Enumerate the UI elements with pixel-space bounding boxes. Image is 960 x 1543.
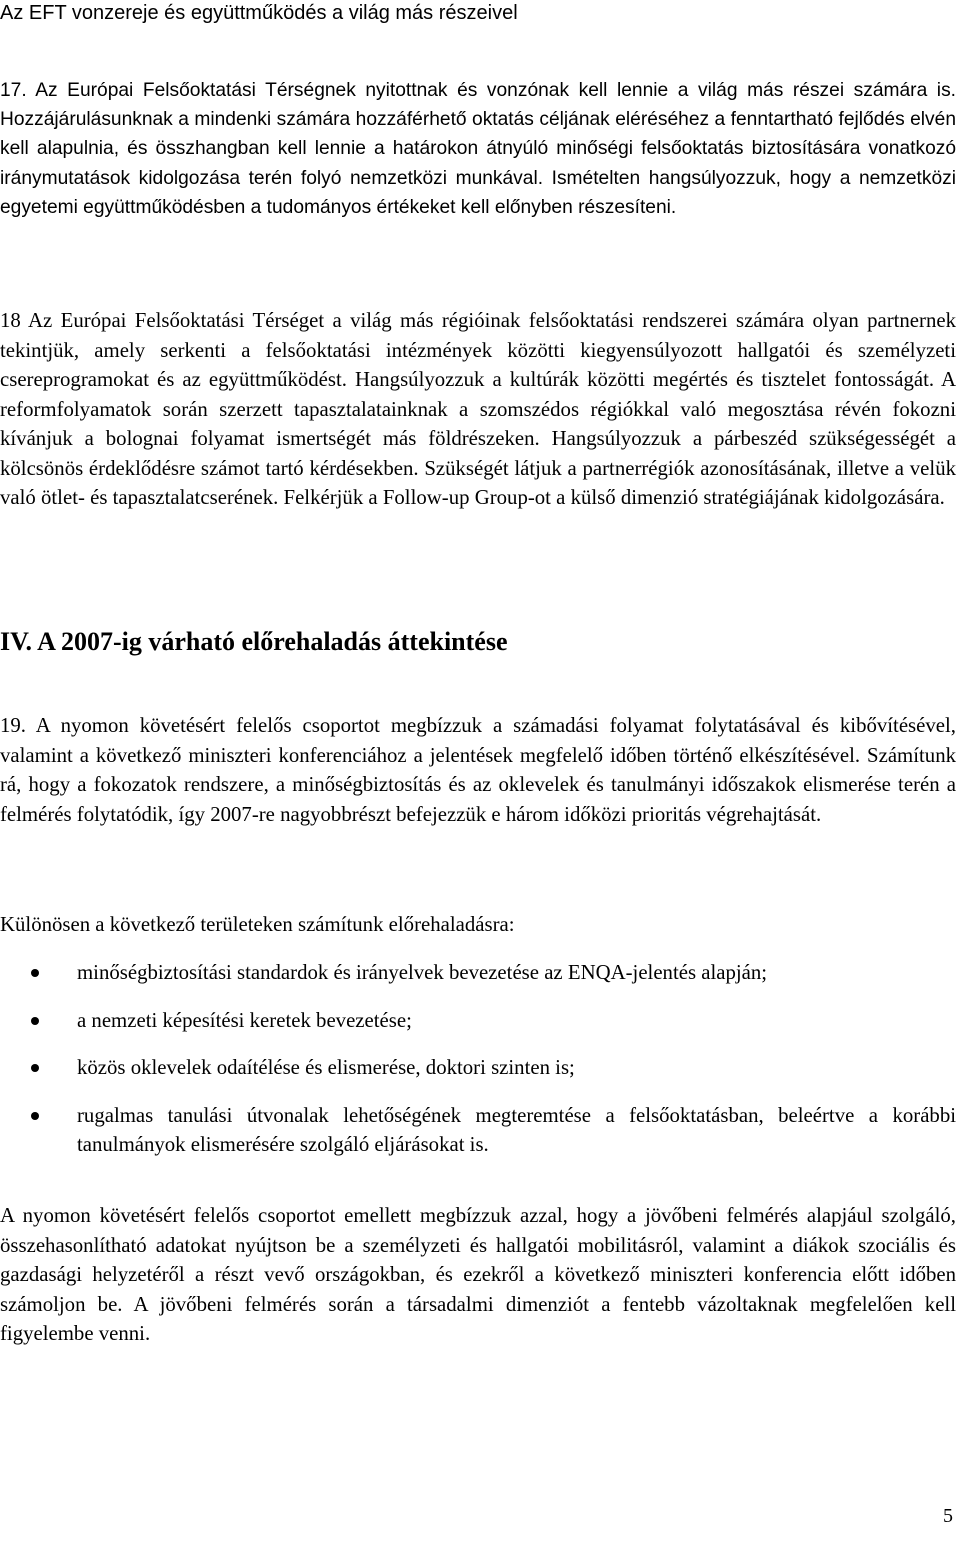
bullet-text: minőségbiztosítási standardok és irányelvek bevezetése az ENQA-jelentés alapján; — [77, 961, 768, 984]
bullet-dot — [31, 1112, 39, 1120]
list-item — [0, 1006, 956, 1036]
bullet-dot — [31, 1064, 39, 1072]
bullet-dot — [31, 969, 39, 977]
paragraph-final: A nyomon követésért felelős csoportot emellett megbízzuk azzal, hogy a jövőbeni felmérés alapjául szolgáló, összehasonlítható adatokat nyújtson be a személyzeti és hallgatói mobilitásról, valamint a diákok szociális és gazdasági helyzetéről a részt vevő országokban, és ezekről a következő miniszteri konferencia előtt időben számoljon be. A jövőbeni felmérés során a társadalmi dimenziót a fentebb vázoltaknak megfelelően kell figyelembe venni. — [0, 1204, 956, 1345]
bullet-intro: Különösen a következő területeken számítunk előrehaladásra: — [0, 913, 515, 936]
page-number: 5 — [943, 1505, 953, 1527]
bullet-text: a nemzeti képesítési keretek bevezetése; — [77, 1008, 412, 1032]
paragraph-17: 17. Az Európai Felsőoktatási Térségnek nyitottnak és vonzónak kell lennie a világ más részei számára is. Hozzájárulásunknak a mindenki számára hozzáférhető oktatás céljának eléréséhez a fenntartható fejlődés elvén kell alapulnia, és összhangban kell lennie a határokon átnyúló minőségi felsőoktatás biztosítására vonatkozó iránymutatások kidolgozása terén folyó nemzetközi munkával. Ismételten hangsúlyozzuk, hogy a nemzetközi egyetemi együttműködésben a tudományos értékeket kell előnyben részesíteni. — [0, 80, 956, 218]
bullet-text: közös oklevelek odaítélése és elismerése, doktori szinten is; — [77, 1056, 575, 1079]
section-title: IV. A 2007-ig várható előrehaladás áttekintése — [0, 627, 508, 656]
bullet-dot — [31, 1017, 39, 1025]
paragraph-19: 19. A nyomon követésért felelős csoportot megbízzuk a számadási folyamat folytatásával és kibővítésével, valamint a következő miniszteri konferenciához a jelentések megfelelő időben történő elkészítésével. Számítunk rá, hogy a fokozatok rendszere, a minőségbiztosítás és az oklevelek és tanulmányi időszakok elismerése terén a felmérés folytatódik, így 2007-re nagyobbrészt befejezzük e három időközi prioritás végrehajtását. — [0, 714, 956, 826]
list-item — [0, 1053, 956, 1083]
paragraph-18: 18 Az Európai Felsőoktatási Térséget a világ más régióinak felsőoktatási rendszerei számára olyan partnernek tekintjük, amely serkenti a felsőoktatási intézmények közötti kiegyensúlyozott hallgatói és személyzeti csereprogramokat és az együttműködést. Hangsúlyozzuk a kultúrák közötti megértés és tisztelet fontosságát. A reformfolyamatok során szerzett tapasztalatainknak a szomszédos régiókkal való megosztása révén fokozni kívánjuk a bolognai folyamat ismertségét más földrészeken. Hangsúlyozzuk a párbeszéd szükségességét a kölcsönös érdeklődésre számot tartó kérdésekben. Szükségét látjuk a partnerrégiók azonosításának, illetve a velük való ötlet- és tapasztalatcserének. Felkérjük a Follow-up Group-ot a külső dimenzió stratégiájának kidolgozására. — [0, 309, 956, 509]
page-heading: Az EFT vonzereje és együttműködés a világ más részeivel — [0, 2, 518, 24]
bullet-text: rugalmas tanulási útvonalak lehetőségének megteremtése a felsőoktatásban, beleértve a korábbi tanulmányok elismerésére szolgáló eljárásokat is. — [77, 1103, 956, 1156]
list-item — [0, 1101, 956, 1160]
list-item — [0, 958, 956, 988]
bullet-list — [0, 958, 956, 1160]
